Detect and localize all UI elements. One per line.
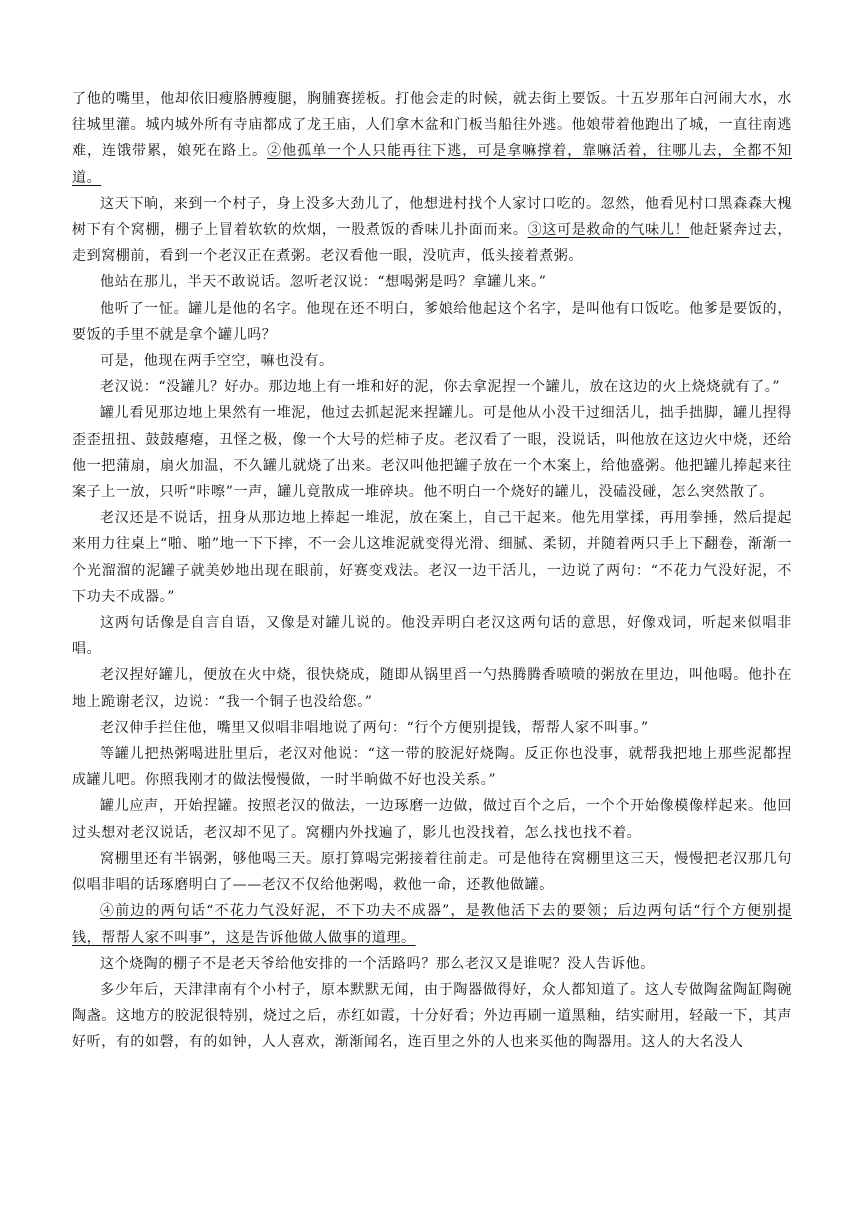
article-body <box>72 86 792 1056</box>
paragraph-text: 这天下晌，来到一个村子，身上没多大劲儿了，他想进村找个人家讨口吃的。忽然，他看见村口黑森森大槐树下有个窝棚，棚子上冒着软软的炊烟，一股煮饭的香味儿扑面而来。 <box>72 195 792 239</box>
paragraph-text: 罐儿看见那边地上果然有一堆泥，他过去抓起泥来捏罐儿。可是他从小没干过细活儿，拙手拙脚，罐儿捏得歪歪扭扭、鼓鼓瘪瘪，丑怪之极，像一个大号的烂柿子皮。老汉看了一眼，没说话，叫他放在这边火中烧，还给他一把蒲扇，扇火加温，不久罐儿就烧了出来。老汉叫他把罐子放在一个木案上，给他盛粥。他把罐儿捧起来往案子上一放，只听“咔嚓”一声，罐儿竟散成一堆碎块。他不明白一个烧好的罐儿，没磕没碰，怎么突然散了。 <box>72 405 792 501</box>
paragraph <box>72 977 792 1056</box>
paragraph <box>72 898 792 950</box>
paragraph <box>72 296 792 348</box>
paragraph <box>72 269 792 295</box>
paragraph <box>72 348 792 374</box>
paragraph-text: 可是，他现在两手空空，嘛也没有。 <box>100 353 334 370</box>
paragraph-text: 这两句话像是自言自语，又像是对罐儿说的。他没弄明白老汉这两句话的意思，好像戏词，听起来似唱非唱。 <box>72 615 792 658</box>
paragraph-text: 老汉说：“没罐儿？好办。那边地上有一堆和好的泥，你去拿泥捏一个罐儿，放在这边的火上烧烧就有了。” <box>100 379 781 396</box>
paragraph-text: 等罐儿把热粥喝进肚里后，老汉对他说：“这一带的胶泥好烧陶。反正你也没事，就帮我把地上那些泥都捏成罐儿吧。你照我刚才的做法慢慢做，一时半晌做不好也没关系。” <box>72 746 792 789</box>
paragraph <box>72 741 792 793</box>
paragraph-text: 他站在那儿，半天不敢说话。忽听老汉说：“想喝粥是吗？拿罐儿来。” <box>100 274 547 291</box>
underlined-sentence: ③这可是救命的气味儿！ <box>527 222 690 239</box>
paragraph <box>72 846 792 898</box>
paragraph <box>72 793 792 845</box>
paragraph-text: 老汉伸手拦住他，嘴里又似唱非唱地说了两句：“行个方便别提钱，帮帮人家不叫事。” <box>100 719 649 736</box>
paragraph-text: 他听了一怔。罐儿是他的名字。他现在还不明白，爹娘给他起这个名字，是叫他有口饭吃。他爹是要饭的，要饭的手里不就是拿个罐儿吗？ <box>72 300 792 343</box>
paragraph-text: 窝棚里还有半锅粥，够他喝三天。原打算喝完粥接着往前走。可是他待在窝棚里这三天，慢慢把老汉那几句似唱非唱的话琢磨明白了——老汉不仅给他粥喝，救他一命，还教他做罐。 <box>72 850 792 894</box>
paragraph <box>72 951 792 977</box>
paragraph <box>72 86 792 191</box>
paragraph-text: 老汉捏好罐儿，便放在火中烧，很快烧成，随即从锅里舀一勺热腾腾香喷喷的粥放在里边，叫他喝。他扑在地上跪谢老汉，边说：“我一个铜子也没给您。” <box>72 667 792 710</box>
paragraph-text: 老汉还是不说话，扭身从那边地上捧起一堆泥，放在案上，自己干起来。他先用掌揉，再用拳捶，然后提起来用力往桌上“啪、啪”地一下下摔，不一会儿这堆泥就变得光滑、细腻、柔韧，并随着两只手上下翻卷，渐渐一个光溜溜的泥罐子就美妙地出现在眼前，好赛变戏法。老汉一边干活儿，一边说了两句：“不花力气没好泥，不下功夫不成器。” <box>72 510 792 605</box>
paragraph <box>72 374 792 400</box>
paragraph-text: 他赶紧奔过去，走到窝棚前，看到一个老汉正在煮粥。老汉看他一眼，没吭声，低头接着煮粥。 <box>72 222 792 265</box>
underlined-sentence: ②他孤单一个人只能再往下逃，可是拿嘛撑着，靠嘛活着，往哪儿去，全都不知道。 <box>72 143 792 186</box>
paragraph-text: 多少年后，天津津南有个小村子，原本默默无闻，由于陶器做得好，众人都知道了。这人专做陶盆陶缸陶碗陶盏。这地方的胶泥很特别，烧过之后，赤红如霞，十分好看；外边再刷一道黑釉，结实耐用，轻敲一下，其声好听，有的如磬，有的如钟，人人喜欢，渐渐闻名，连百里之外的人也来买他的陶器用。这人的大名没人 <box>72 981 792 1051</box>
paragraph <box>72 610 792 662</box>
paragraph <box>72 400 792 505</box>
paragraph <box>72 191 792 270</box>
underlined-sentence: ④前边的两句话“不花力气没好泥，不下功夫不成器”，是教他活下去的要领；后边两句话“行个方便别提钱，帮帮人家不叫事”，这是告诉他做人做事的道理。 <box>72 903 792 946</box>
paragraph-text: 了他的嘴里，他却依旧瘦胳膊瘦腿，胸脯赛搓板。打他会走的时候，就去街上要饭。十五岁那年白河闹大水，水往城里灌。城内城外所有寺庙都成了龙王庙，人们拿木盆和门板当船往外逃。他娘带着他跑出了城，一直往南逃难，连饿带累，娘死在路上。 <box>72 91 792 160</box>
paragraph <box>72 715 792 741</box>
paragraph-text: 罐儿应声，开始捏罐。按照老汉的做法，一边琢磨一边做，做过百个之后，一个个开始像模像样起来。他回过头想对老汉说话，老汉却不见了。窝棚内外找遍了，影儿也没找着，怎么找也找不着。 <box>72 798 792 841</box>
paragraph <box>72 662 792 714</box>
paragraph-text: 这个烧陶的棚子不是老天爷给他安排的一个活路吗？那么老汉又是谁呢？没人告诉他。 <box>100 955 655 972</box>
paragraph <box>72 505 792 610</box>
